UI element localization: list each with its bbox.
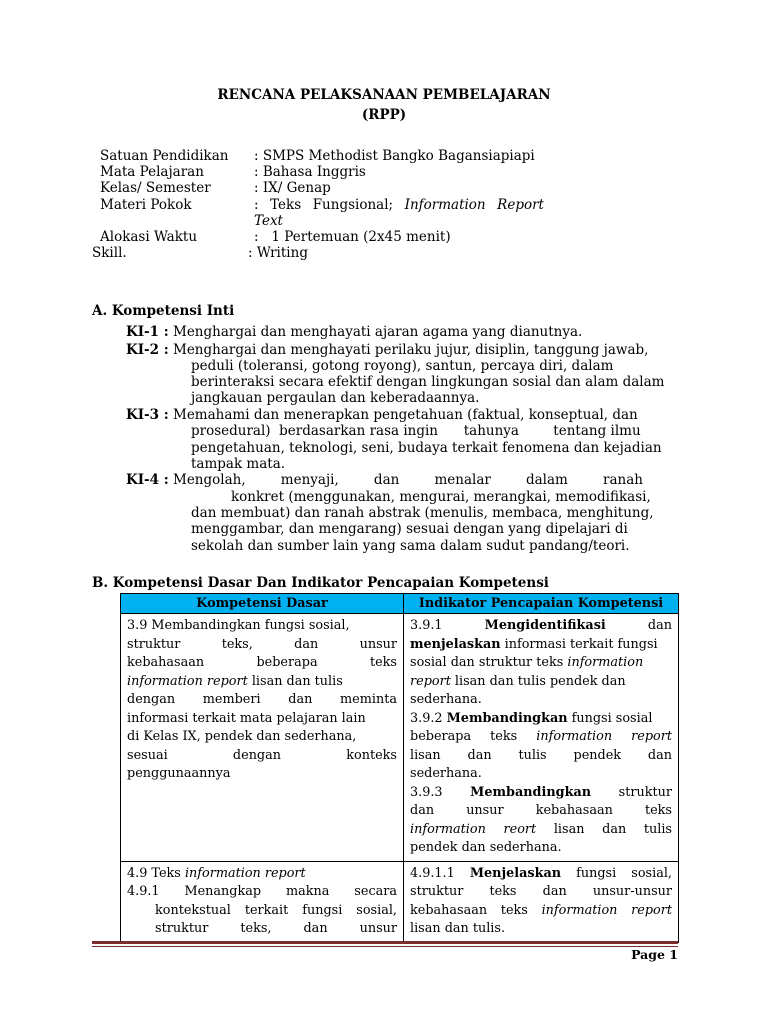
kd49-line-3: kontekstual terkait fungsi sosial, bbox=[155, 902, 397, 918]
ipk392-line-3: lisan dan tulis pendek dan bbox=[410, 747, 672, 763]
table-row bbox=[121, 614, 679, 862]
section-b-heading: B. Kompetensi Dasar Dan Indikator Pencapaian Kompetensi bbox=[92, 575, 549, 591]
ki4-line-2: konkret (menggunakan, mengurai, merangkai, memodifikasi, bbox=[231, 489, 651, 505]
table-row bbox=[121, 861, 679, 942]
kd39-line-3: kebahasaan beberapa teks bbox=[127, 655, 397, 670]
materi-word-4: Report bbox=[497, 197, 544, 213]
ki3-line-1: Memahami dan menerapkan pengetahuan (faktual, konseptual, dan bbox=[173, 407, 638, 423]
ipk392-line-4: sederhana. bbox=[410, 766, 482, 781]
materi-word-2: Fungsional; bbox=[312, 197, 394, 213]
ki4-line-1 bbox=[173, 472, 643, 488]
footer-rule-thin bbox=[92, 946, 678, 947]
ki4-word-4: menalar bbox=[434, 472, 491, 488]
alokasi-label: Alokasi Waktu bbox=[100, 229, 198, 245]
materi-word-1: Teks bbox=[270, 197, 302, 213]
ipk-39-cell bbox=[404, 614, 679, 862]
page-number: Page 1 bbox=[631, 947, 678, 962]
ipk393-line-1: 3.9.3 Membandingkan struktur bbox=[410, 784, 672, 800]
footer-rule-thick bbox=[92, 941, 678, 944]
ipk393-line-3: information reort lisan dan tulis bbox=[410, 821, 672, 837]
kd39-line-2: struktur teks, dan unsur bbox=[127, 636, 397, 652]
materi-colon: : bbox=[254, 197, 259, 213]
kelas-value: : IX/ Genap bbox=[254, 180, 331, 196]
kd-49-cell bbox=[121, 861, 404, 942]
kd39-line-9: penggunaannya bbox=[127, 766, 231, 781]
kd39-line-6: informasi terkait mata pelajaran lain bbox=[127, 710, 366, 726]
ki3-line-2: prosedural) berdasarkan rasa ingin tahunya tentang ilmu bbox=[191, 423, 641, 439]
ipk393-line-4: pendek dan sederhana. bbox=[410, 840, 562, 855]
materi-label: Materi Pokok bbox=[100, 197, 192, 213]
doc-subtitle: (RPP) bbox=[361, 107, 407, 123]
section-a-heading: A. Kompetensi Inti bbox=[92, 303, 235, 319]
ipk391-line-4: report lisan dan tulis pendek dan bbox=[410, 673, 626, 689]
col-header-kd: Kompetensi Dasar bbox=[121, 594, 404, 614]
skill-label: Skill. bbox=[92, 245, 127, 261]
ipk491-line-1: 4.9.1.1 Menjelaskan fungsi sosial, bbox=[410, 865, 672, 881]
ipk-49-cell bbox=[404, 861, 679, 942]
satuan-label: Satuan Pendidikan bbox=[100, 148, 229, 164]
ipk491-line-2: struktur teks dan unsur-unsur bbox=[410, 884, 672, 899]
ipk391-line-1: 3.9.1 Mengidentifikasi dan bbox=[410, 618, 672, 633]
ipk392-line-2: beberapa teks information report bbox=[410, 729, 672, 744]
mapel-value: : Bahasa Inggris bbox=[254, 164, 366, 180]
ki3-label: KI-3 : bbox=[126, 407, 169, 423]
kd-ipk-table bbox=[120, 593, 679, 943]
kd39-line-4: information report lisan dan tulis bbox=[127, 673, 343, 689]
materi-word-3: Information bbox=[404, 197, 486, 213]
ki2-line-1: Menghargai dan menghayati perilaku jujur, disiplin, tanggung jawab, bbox=[173, 342, 649, 358]
kd49-line-1: 4.9 Teks information report bbox=[127, 865, 306, 881]
skill-value: : Writing bbox=[248, 245, 308, 261]
ki3-line-3: pengetahuan, teknologi, seni, budaya terkait fenomena dan kejadian bbox=[191, 440, 662, 456]
ki2-line-3: berinteraksi secara efektif dengan lingkungan sosial dan alam dalam bbox=[191, 374, 665, 390]
materi-value-cont: Text bbox=[254, 213, 283, 229]
ki4-label: KI-4 : bbox=[126, 472, 169, 488]
kd49-line-2: 4.9.1 Menangkap makna secara bbox=[127, 884, 397, 899]
kd39-line-5: dengan memberi dan meminta bbox=[127, 692, 397, 707]
ki4-line-5: sekolah dan sumber lain yang sama dalam sudut pandang/teori. bbox=[191, 538, 630, 554]
ki3-line-4: tampak mata. bbox=[191, 456, 286, 472]
kelas-label: Kelas/ Semester bbox=[100, 180, 211, 196]
ipk392-line-1: 3.9.2 Membandingkan fungsi sosial bbox=[410, 710, 653, 726]
kd39-line-7: di Kelas IX, pendek dan sederhana, bbox=[127, 729, 357, 744]
table-header-row bbox=[121, 594, 679, 614]
ki4-line-4: menggambar, dan mengarang) sesuai dengan yang dipelajari di bbox=[191, 521, 628, 537]
ipk491-line-3: kebahasaan teks information report bbox=[410, 902, 672, 918]
alokasi-value: : 1 Pertemuan (2x45 menit) bbox=[254, 229, 451, 245]
ki2-line-4: jangkauan pergaulan dan keberadaannya. bbox=[191, 390, 480, 406]
kd49-line-4: struktur teks, dan unsur bbox=[155, 921, 397, 936]
ki4-word-5: dalam bbox=[525, 472, 568, 488]
ki2-label: KI-2 : bbox=[126, 342, 169, 358]
ipk391-line-2: menjelaskan informasi terkait fungsi bbox=[410, 636, 658, 652]
ki4-word-3: dan bbox=[373, 472, 400, 488]
ipk391-line-5: sederhana. bbox=[410, 692, 482, 707]
kd-39-cell bbox=[121, 614, 404, 862]
ki4-word-6: ranah bbox=[603, 472, 643, 488]
doc-title: RENCANA PELAKSANAAN PEMBELAJARAN bbox=[217, 87, 551, 103]
mapel-label: Mata Pelajaran bbox=[100, 164, 204, 180]
col-header-ipk: Indikator Pencapaian Kompetensi bbox=[404, 594, 679, 614]
ipk491-line-4: lisan dan tulis. bbox=[410, 921, 506, 936]
ki1-label: KI-1 : bbox=[126, 324, 169, 340]
ki2-line-2: peduli (toleransi, gotong royong), santun, percaya diri, dalam bbox=[191, 358, 614, 374]
ipk391-line-3: sosial dan struktur teks information bbox=[410, 655, 644, 670]
kd39-line-1: 3.9 Membandingkan fungsi sosial, bbox=[127, 618, 350, 633]
satuan-value: : SMPS Methodist Bangko Bagansiapiapi bbox=[254, 148, 535, 164]
ki4-word-1: Mengolah, bbox=[173, 472, 246, 488]
kd39-line-8: sesuai dengan konteks bbox=[127, 747, 397, 763]
ki1-text: Menghargai dan menghayati ajaran agama yang dianutnya. bbox=[173, 324, 583, 340]
ki4-line-3: dan membuat) dan ranah abstrak (menulis, membaca, menghitung, bbox=[191, 505, 654, 521]
ki4-word-2: menyaji, bbox=[280, 472, 339, 488]
materi-value bbox=[254, 197, 544, 213]
ipk393-line-2: dan unsur kebahasaan teks bbox=[410, 803, 672, 818]
